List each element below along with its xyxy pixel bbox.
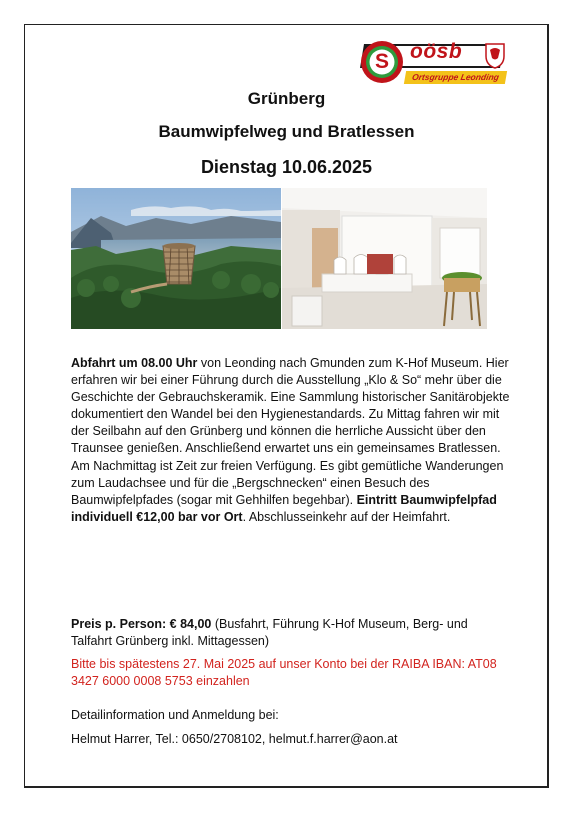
treetop-walk-tower-photo: [71, 188, 281, 329]
departure-time: Abfahrt um 08.00 Uhr: [71, 356, 198, 370]
price-info: [71, 616, 511, 650]
logo-brand-text: oösb: [410, 40, 463, 63]
price-includes: (Busfahrt, Führung K-Hof Museum, Berg- und Talfahrt Grünberg inkl. Mittagessen): [71, 617, 468, 649]
description-closing: . Abschlusseinkehr auf der Heimfahrt.: [242, 509, 451, 524]
event-date-title: Dienstag 10.06.2025: [200, 157, 373, 177]
contact-details: Helmut Harrer, Tel.: 0650/2708102, helmut.f.harrer@aon.at: [71, 732, 398, 746]
coat-of-arms-icon: [486, 44, 504, 68]
event-location-title: Grünberg: [247, 89, 326, 108]
price-label: Preis p. Person: € 84,00: [71, 617, 212, 631]
event-description: [71, 355, 511, 526]
k-hof-museum-exhibition-photo: [282, 188, 487, 329]
logo-subtitle: Ortsgruppe Leonding: [404, 71, 507, 84]
description-text: von Leonding nach Gmunden zum K-Hof Museum. Hier erfahren wir bei einer Führung durch die Ausstellung „Klo & So“ mehr über die Geschichte der Gebrauchskeramik. Eine Sammlung historischer Sanitärobjekte dokumentiert den Wandel bei den Hygienestandards. Zu Mittag fahren wir mit der Seilbahn auf den Grünberg und können die herrliche Aussicht über den Traunsee genießen. Anschließend erwartet uns ein gemeinsames Bratlessen. Am Nachmittag ist Zeit zur freien Verfügung. Es gibt gemütliche Wanderungen zum Laudachsee und für die „Bergschnecken“ einen Besuch des Baumwipfelpfades (sogar mit Gehhilfen begehbar).: [71, 356, 510, 507]
tower-shape: [163, 243, 195, 284]
entry-fee-note: Eintritt Baumwipfelpfad individuell €12,00 bar vor Ort: [71, 492, 497, 524]
event-name-title: Baumwipfelweg und Bratlessen: [158, 122, 415, 141]
contact-heading: Detailinformation und Anmeldung bei:: [71, 708, 279, 722]
logo-letter: S: [374, 50, 389, 73]
payment-instructions: Bitte bis spätestens 27. Mai 2025 auf unser Konto bei der RAIBA IBAN: AT08 3427 6000 0008 5753 einzahlen: [71, 657, 497, 689]
